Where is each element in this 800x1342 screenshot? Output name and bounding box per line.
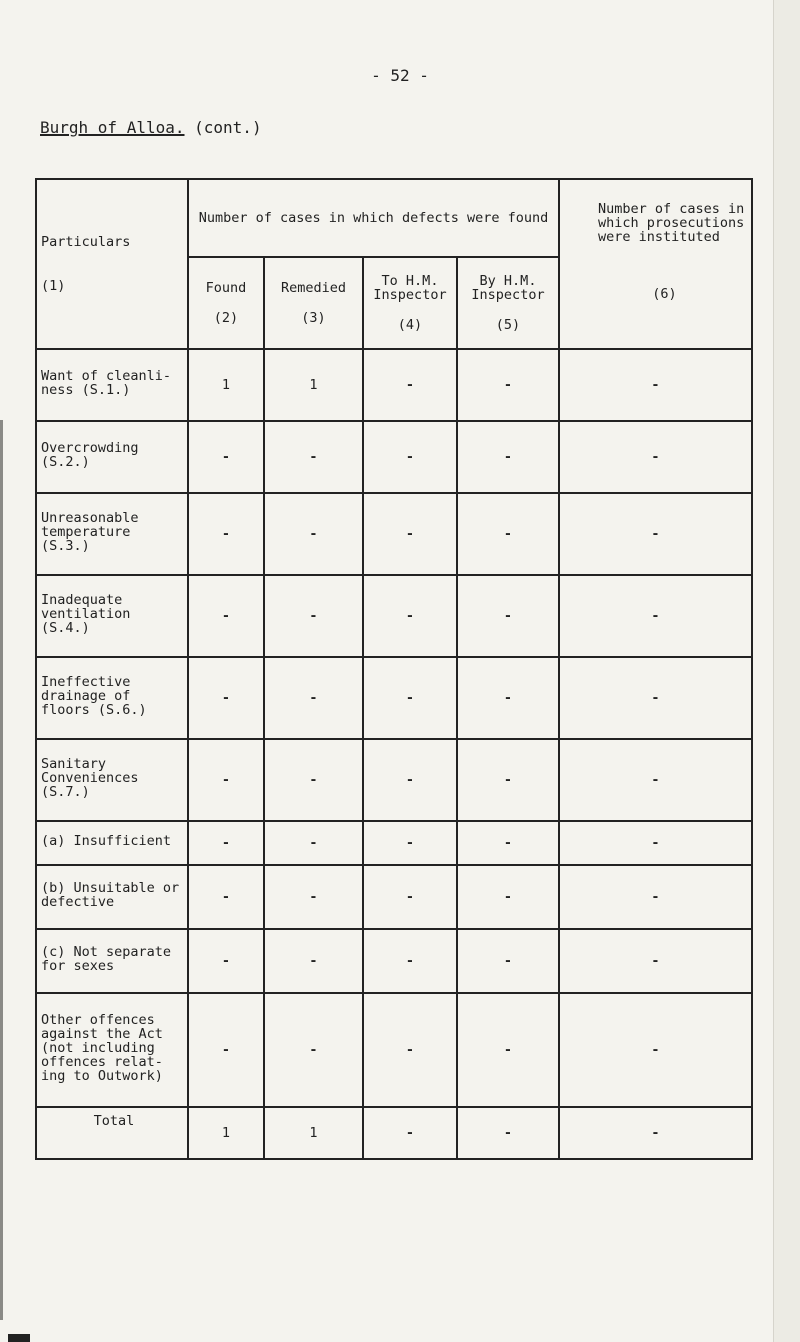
- found-cell: -: [188, 865, 264, 929]
- found-cell: -: [188, 739, 264, 821]
- by-inspector-header-label: By H.M. Inspector: [471, 272, 545, 303]
- remedied-cell: -: [264, 575, 363, 657]
- to-inspector-cell: -: [363, 657, 457, 739]
- prosecutions-cell: -: [559, 349, 752, 421]
- remedied-cell: -: [264, 929, 363, 993]
- row-label: Inadequate ventilation (S.4.): [36, 575, 188, 657]
- remedied-header-label: Remedied: [280, 279, 347, 296]
- found-header-num: (2): [213, 310, 239, 326]
- found-cell: -: [188, 657, 264, 739]
- prosecutions-cell: -: [559, 929, 752, 993]
- table-row: [36, 657, 752, 739]
- to-inspector-total: -: [363, 1107, 457, 1159]
- remedied-cell: -: [264, 739, 363, 821]
- row-label: Overcrowding (S.2.): [36, 421, 188, 493]
- burgh-name: Burgh of Alloa.: [40, 118, 185, 137]
- by-inspector-total: -: [457, 1107, 559, 1159]
- to-inspector-header: [363, 257, 457, 349]
- table-row: [36, 739, 752, 821]
- found-cell: -: [188, 929, 264, 993]
- by-inspector-cell: -: [457, 349, 559, 421]
- page-edge: [773, 0, 800, 1342]
- prosecutions-cell: -: [559, 739, 752, 821]
- found-cell: -: [188, 821, 264, 865]
- table-row: [36, 493, 752, 575]
- section-heading: [40, 118, 262, 137]
- by-inspector-header-num: (5): [495, 317, 521, 334]
- remedied-cell: -: [264, 493, 363, 575]
- to-inspector-cell: -: [363, 865, 457, 929]
- total-label: Total: [36, 1107, 188, 1159]
- to-inspector-cell: -: [363, 739, 457, 821]
- prosecutions-cell: -: [559, 821, 752, 865]
- remedied-cell: -: [264, 657, 363, 739]
- remedied-header-num: (3): [301, 310, 326, 326]
- row-label: Sanitary Conveniences (S.7.): [36, 739, 188, 821]
- row-label: Other offences against the Act (not including offences relat- ing to Outwork): [36, 993, 188, 1107]
- table-row: [36, 993, 752, 1107]
- to-inspector-cell: -: [363, 993, 457, 1107]
- particulars-header: [36, 179, 188, 349]
- found-cell: -: [188, 993, 264, 1107]
- by-inspector-cell: -: [457, 929, 559, 993]
- to-inspector-cell: -: [363, 493, 457, 575]
- table-row: [36, 865, 752, 929]
- by-inspector-cell: -: [457, 657, 559, 739]
- table-row: [36, 349, 752, 421]
- page-number: - 52 -: [371, 66, 429, 85]
- by-inspector-cell: -: [457, 739, 559, 821]
- found-header-label: Found: [205, 279, 247, 296]
- found-total: 1: [188, 1107, 264, 1159]
- by-inspector-header: [457, 257, 559, 349]
- prosecutions-cell: -: [559, 865, 752, 929]
- found-cell: -: [188, 575, 264, 657]
- remedied-header: [264, 257, 363, 349]
- table-row: [36, 421, 752, 493]
- to-inspector-header-num: (4): [397, 317, 423, 334]
- to-inspector-cell: -: [363, 929, 457, 993]
- row-label: Unreasonable temperature (S.3.): [36, 493, 188, 575]
- row-label: (a) Insufficient: [36, 821, 188, 865]
- by-inspector-cell: -: [457, 421, 559, 493]
- scan-mark: [8, 1334, 30, 1342]
- to-inspector-cell: -: [363, 421, 457, 493]
- defects-table-frame: [35, 178, 751, 1141]
- remedied-cell: -: [264, 993, 363, 1107]
- by-inspector-cell: -: [457, 821, 559, 865]
- to-inspector-cell: -: [363, 575, 457, 657]
- defects-group-header: Number of cases in which defects were found: [188, 179, 559, 257]
- prosecutions-cell: -: [559, 993, 752, 1107]
- particulars-header-label: Particulars: [41, 233, 131, 250]
- by-inspector-cell: -: [457, 993, 559, 1107]
- prosecutions-header: [559, 179, 752, 349]
- remedied-total: 1: [264, 1107, 363, 1159]
- binding-edge: [0, 420, 3, 1320]
- remedied-cell: -: [264, 821, 363, 865]
- to-inspector-cell: -: [363, 821, 457, 865]
- prosecutions-cell: -: [559, 657, 752, 739]
- row-label: (b) Unsuitable or defective: [36, 865, 188, 929]
- by-inspector-cell: -: [457, 865, 559, 929]
- prosecutions-cell: -: [559, 575, 752, 657]
- row-label: Ineffective drainage of floors (S.6.): [36, 657, 188, 739]
- remedied-cell: -: [264, 421, 363, 493]
- table-row: [36, 821, 752, 865]
- remedied-cell: 1: [264, 349, 363, 421]
- prosecutions-total: -: [559, 1107, 752, 1159]
- row-label: Want of cleanli- ness (S.1.): [36, 349, 188, 421]
- to-inspector-cell: -: [363, 349, 457, 421]
- row-label: (c) Not separate for sexes: [36, 929, 188, 993]
- by-inspector-cell: -: [457, 493, 559, 575]
- to-inspector-header-label: To H.M. Inspector: [373, 272, 447, 303]
- continued-label: (cont.): [194, 118, 262, 137]
- remedied-cell: -: [264, 865, 363, 929]
- prosecutions-header-label: Number of cases in which prosecutions were instituted: [598, 201, 745, 246]
- prosecutions-header-num: (6): [652, 285, 677, 302]
- defects-table: [35, 178, 753, 1160]
- by-inspector-cell: -: [457, 575, 559, 657]
- table-row: [36, 929, 752, 993]
- found-cell: -: [188, 493, 264, 575]
- total-row: [36, 1107, 752, 1159]
- particulars-header-num: (1): [41, 278, 66, 294]
- found-cell: 1: [188, 349, 264, 421]
- found-cell: -: [188, 421, 264, 493]
- prosecutions-cell: -: [559, 421, 752, 493]
- found-header: [188, 257, 264, 349]
- prosecutions-cell: -: [559, 493, 752, 575]
- table-row: [36, 575, 752, 657]
